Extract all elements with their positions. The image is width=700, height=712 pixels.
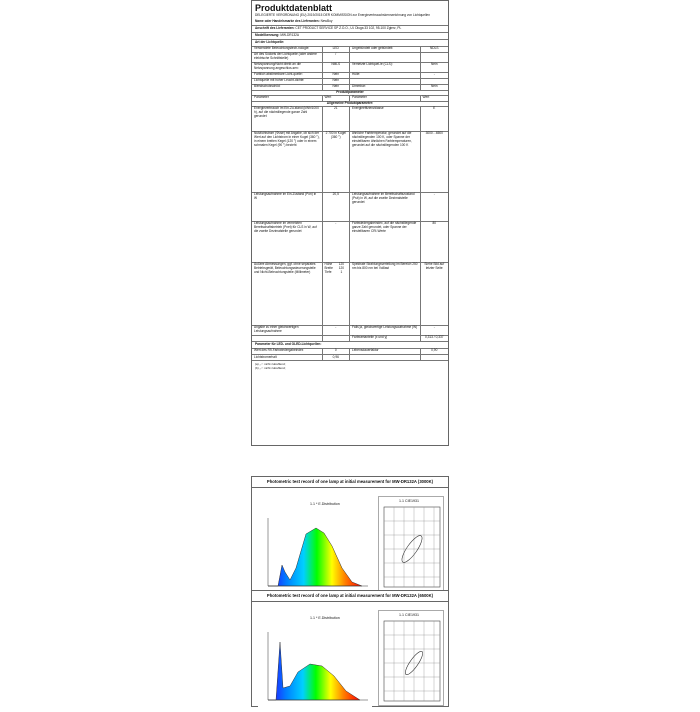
light-row bbox=[252, 53, 448, 63]
dimension-value: 120 bbox=[338, 266, 345, 271]
label: Blendschutzschild: bbox=[252, 85, 323, 90]
regulation-text: DELEGIERTE VERORDNUNG (EU) 2019/2015 DER KOMMISSION zur Energieverbrauchskennzeichnung von Lichtquellen bbox=[255, 13, 430, 17]
label: Energieverbrauch im Ein-Zu-stand (kWh/1000 h), auf die nächstliegende ganze Zahl gerundet bbox=[252, 107, 323, 131]
model-row bbox=[252, 33, 448, 40]
value: - bbox=[433, 192, 435, 197]
label: Leistungsaufnahme im vernetzten Bereitschaftsbetrieb (Pnet) für CLS in W, auf die zweite Dezimalstelle gerundet bbox=[252, 222, 323, 262]
value bbox=[421, 53, 448, 62]
cie-grid bbox=[379, 611, 445, 707]
label: ähnliche Farbtemperatur, gerundet auf die nächstliegenden 100 K, oder Spanne der einstellbaren ähnlichen Farbtemperaturen, gerundet auf die nächstliegenden 100 K bbox=[350, 132, 421, 192]
value: NMLS bbox=[323, 63, 350, 72]
address-value: CET PRODUCT SERVICE SP Z.O.O., Ul. Dluga 33 102, 95-100 Zgierz, PL bbox=[295, 25, 402, 30]
label: Falls ja, gleichwertige Leistungsaufnahme (W) bbox=[350, 326, 421, 335]
light-type-heading: Art der Lichtquelle: bbox=[252, 40, 448, 47]
label bbox=[350, 53, 421, 62]
dimension-label: Höhe bbox=[324, 262, 333, 267]
value: Nein bbox=[323, 73, 350, 78]
value: 20,5 bbox=[323, 193, 350, 221]
param-header: Parameter bbox=[252, 96, 323, 101]
dimensions-label: Äußere Abmessungen, ggf. ohne separates Betriebsgerät, Beleuchtungssteuerungsteile und Nicht-Beleuchtungsteile (Millimeter) bbox=[252, 263, 323, 325]
spectrum-chart bbox=[258, 624, 372, 708]
value: Nein bbox=[430, 62, 438, 67]
value: Nein bbox=[323, 85, 350, 90]
product-data-sheet bbox=[251, 0, 449, 446]
dimension-label: Breite bbox=[324, 266, 333, 271]
value: 0,313 / 0,337 bbox=[424, 335, 444, 340]
value: Nein bbox=[430, 84, 438, 89]
cie-label: 1.1 CIE1931 bbox=[399, 613, 419, 617]
label bbox=[252, 336, 323, 341]
light-row bbox=[252, 63, 448, 73]
label: Farblich abstimmbare Licht-quelle: bbox=[252, 73, 323, 78]
photometric-title: Photometric test record of one lamp at initial measurement for MW-DR132A (6500K) bbox=[252, 591, 448, 602]
dimension-depth bbox=[325, 271, 347, 275]
value: 3000…6500 bbox=[425, 131, 443, 136]
value: 21 bbox=[323, 107, 350, 131]
label: Angabe zu einer gleichwertigen Leistungsaufnahme bbox=[252, 326, 323, 335]
value: / bbox=[323, 53, 350, 62]
label: Wert des R9-Farbwiedergabeindex bbox=[252, 349, 323, 354]
address-label: Anschrift des Lieferanten: bbox=[255, 25, 295, 30]
model-label: Modellkennung: bbox=[255, 32, 280, 37]
cie-grid bbox=[379, 497, 445, 593]
label: Netzspannung/Nicht direkt an die Netzspannung angeschlos-sen: bbox=[252, 63, 323, 72]
label: Leistungsaufnahme im Bereitschaftszustand (Psb) in W, auf die zweite Dezimalstelle gerundet bbox=[350, 193, 421, 221]
spectrum-chart bbox=[258, 510, 372, 594]
value-header: Wert bbox=[323, 96, 350, 101]
label: Energieeffizienzklasse bbox=[350, 107, 421, 131]
equivalent-power-row bbox=[252, 326, 448, 336]
value bbox=[421, 355, 448, 360]
label: Lichtquelle mit hoher Leucht-dichte: bbox=[252, 79, 323, 84]
dimension-value: 120 bbox=[338, 262, 345, 267]
value: Nein bbox=[323, 79, 350, 84]
supplier-value: NewBoy bbox=[320, 18, 333, 23]
value: 80 bbox=[432, 221, 437, 226]
photometric-body bbox=[252, 488, 448, 592]
cie-label: 1.1 CIE1931 bbox=[399, 499, 419, 503]
sheet-title: Produktdatenblatt bbox=[255, 3, 333, 13]
supplier-label: Name oder Handelsmarke des Lieferanten: bbox=[255, 18, 320, 23]
label: Ungebündelt oder gebündelt: bbox=[350, 47, 421, 52]
value: - bbox=[433, 72, 435, 77]
value-header: Wert bbox=[422, 95, 430, 100]
supplier-row bbox=[252, 19, 448, 26]
cie-diagram bbox=[378, 610, 444, 706]
led-params-heading: Parameter für LED- und OLED-Lichtquellen: bbox=[252, 342, 448, 349]
value: 2 700 in Kugel (360 °) bbox=[323, 132, 350, 192]
dimension-label: Tiefe bbox=[324, 270, 332, 275]
dimension-value: 1 bbox=[340, 270, 343, 275]
label: Lichtstromerhalt bbox=[252, 355, 323, 360]
general-row bbox=[252, 132, 448, 193]
label: Hülle: bbox=[350, 73, 421, 78]
photometric-body bbox=[252, 602, 448, 706]
value: E bbox=[433, 106, 436, 111]
photometric-title: Photometric test record of one lamp at initial measurement for MW-DR132A (3000K) bbox=[252, 477, 448, 488]
value: 0,90 bbox=[431, 348, 438, 353]
footnotes bbox=[252, 361, 448, 373]
value bbox=[323, 336, 350, 341]
general-row bbox=[252, 107, 448, 132]
spectrum-value: Siehe Bild auf letzter Seite bbox=[424, 262, 445, 271]
general-row bbox=[252, 193, 448, 222]
value: LED bbox=[323, 47, 350, 52]
light-type-table bbox=[252, 47, 448, 91]
value: NDLS bbox=[429, 46, 439, 51]
photometric-panel-6500k bbox=[251, 590, 449, 707]
footnote: (a) „-“: nicht zutreffend; bbox=[255, 362, 286, 366]
value: - bbox=[433, 325, 435, 330]
cie-diagram bbox=[378, 496, 444, 592]
photometric-panel-3000k bbox=[251, 476, 449, 593]
dimensions-row bbox=[252, 263, 448, 326]
label: Art des Sockels der Lichtquelle (oder andere elektrische Schnittstelle) bbox=[252, 53, 323, 62]
general-row bbox=[252, 222, 448, 263]
label: Farbwertanteile (x und y) bbox=[350, 336, 421, 341]
value: - bbox=[323, 326, 350, 335]
value: - bbox=[323, 222, 350, 262]
label: Lebensdauerfaktor bbox=[350, 349, 421, 354]
value: 0 bbox=[323, 349, 350, 354]
dimensions-values bbox=[323, 263, 350, 325]
product-params-heading: Produktparameter bbox=[252, 91, 448, 96]
value bbox=[421, 79, 448, 84]
label: Vernetzte Lichtquel-le (CLS): bbox=[350, 63, 421, 72]
model-value: MW-DR132A bbox=[280, 32, 300, 37]
label: Leistungsaufnahme im Ein-Zustand (Pon) in W bbox=[252, 193, 323, 221]
label bbox=[350, 79, 421, 84]
spectrum-label: 1.1 * E.Distribution bbox=[310, 502, 340, 506]
label: Verwendete Beleuchtungstech-nologie: bbox=[252, 47, 323, 52]
label: Nutzlichtstrom (Φuse) mit Angabe, ob sich der Wert auf den Lichtstrom in einer Kugel (360 °), in einem breiten Kegel (120 °) oder in einem schmalen Kegel (90 °) bezieht bbox=[252, 132, 323, 192]
param-header: Parameter bbox=[350, 96, 421, 101]
value: 0,96 bbox=[323, 355, 350, 360]
label bbox=[350, 355, 421, 360]
footnote: (b) „-“: nicht zutreffend; bbox=[255, 365, 286, 370]
address-row bbox=[252, 26, 448, 33]
spectrum-label: 1.1 * E.Distribution bbox=[310, 616, 340, 620]
label: Farbwiedergabeindex, auf die nächstliegende ganze Zahl gerundet, oder Spanne der einstellbaren CRI-Werte bbox=[350, 222, 421, 262]
spectrum-label: Spektrale Strahlungsverteilung im Bereich 250 nm bis 800 nm bei Volllast bbox=[350, 263, 421, 325]
general-params-heading: Allgemeine Produktparameter: bbox=[252, 102, 448, 107]
label: Dimmbar: bbox=[350, 85, 421, 90]
